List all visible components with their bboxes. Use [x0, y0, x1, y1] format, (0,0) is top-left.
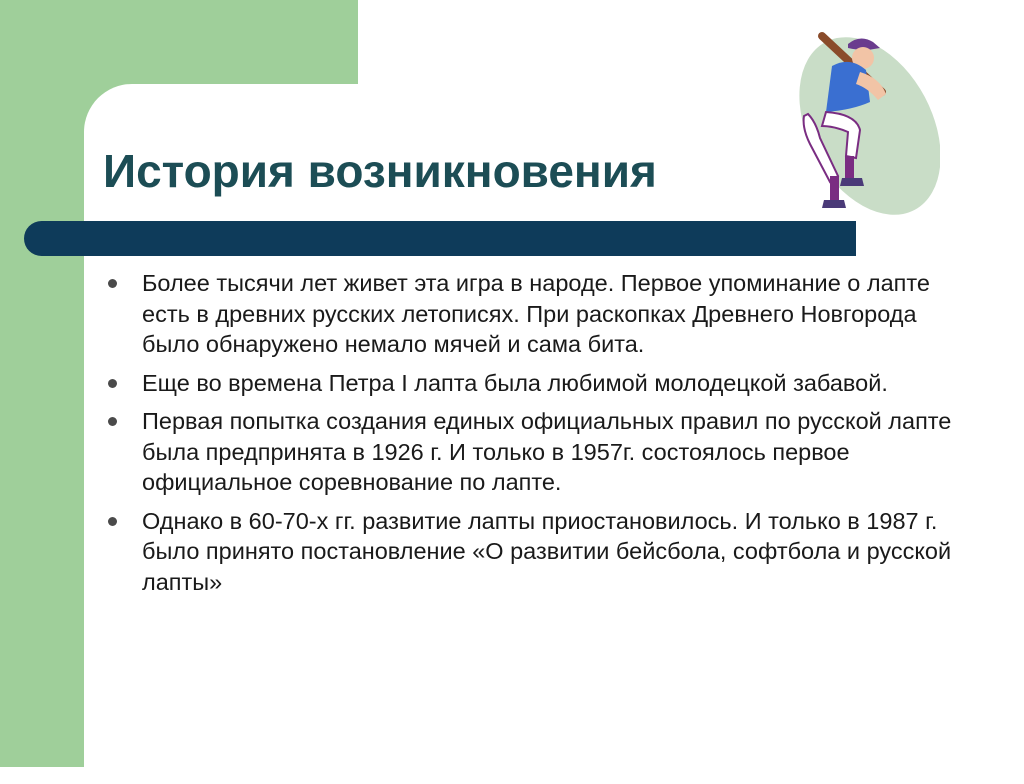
slide-title: История возникновения [103, 145, 657, 197]
bullet-icon [108, 517, 117, 526]
baseball-player-icon [760, 26, 940, 226]
list-item [108, 268, 978, 360]
bullet-icon [108, 379, 117, 388]
bullet-text: Более тысячи лет живет эта игра в народе. Первое упоминание о лапте есть в древних русских летописях. При раскопках Древнего Новгорода было обнаружено немало мячей и сама бита. [142, 270, 930, 357]
bullet-list [108, 268, 978, 605]
title-underline-bar [24, 221, 856, 256]
bullet-text: Еще во времена Петра I лапта была любимой молодецкой забавой. [142, 369, 888, 396]
list-item [108, 368, 978, 399]
bullet-icon [108, 279, 117, 288]
bullet-icon [108, 417, 117, 426]
list-item [108, 506, 978, 598]
bullet-text: Первая попытка создания единых официальных правил по русской лапте была предпринята в 1926 г. И только в 1957г. состоялось первое официальное соревнование по лапте. [142, 408, 952, 495]
bullet-text: Однако в 60-70-х гг. развитие лапты приостановилось. И только в 1987 г. было принято постановление «О развитии бейсбола, софтбола и русской лапты» [142, 507, 952, 595]
list-item [108, 406, 978, 498]
